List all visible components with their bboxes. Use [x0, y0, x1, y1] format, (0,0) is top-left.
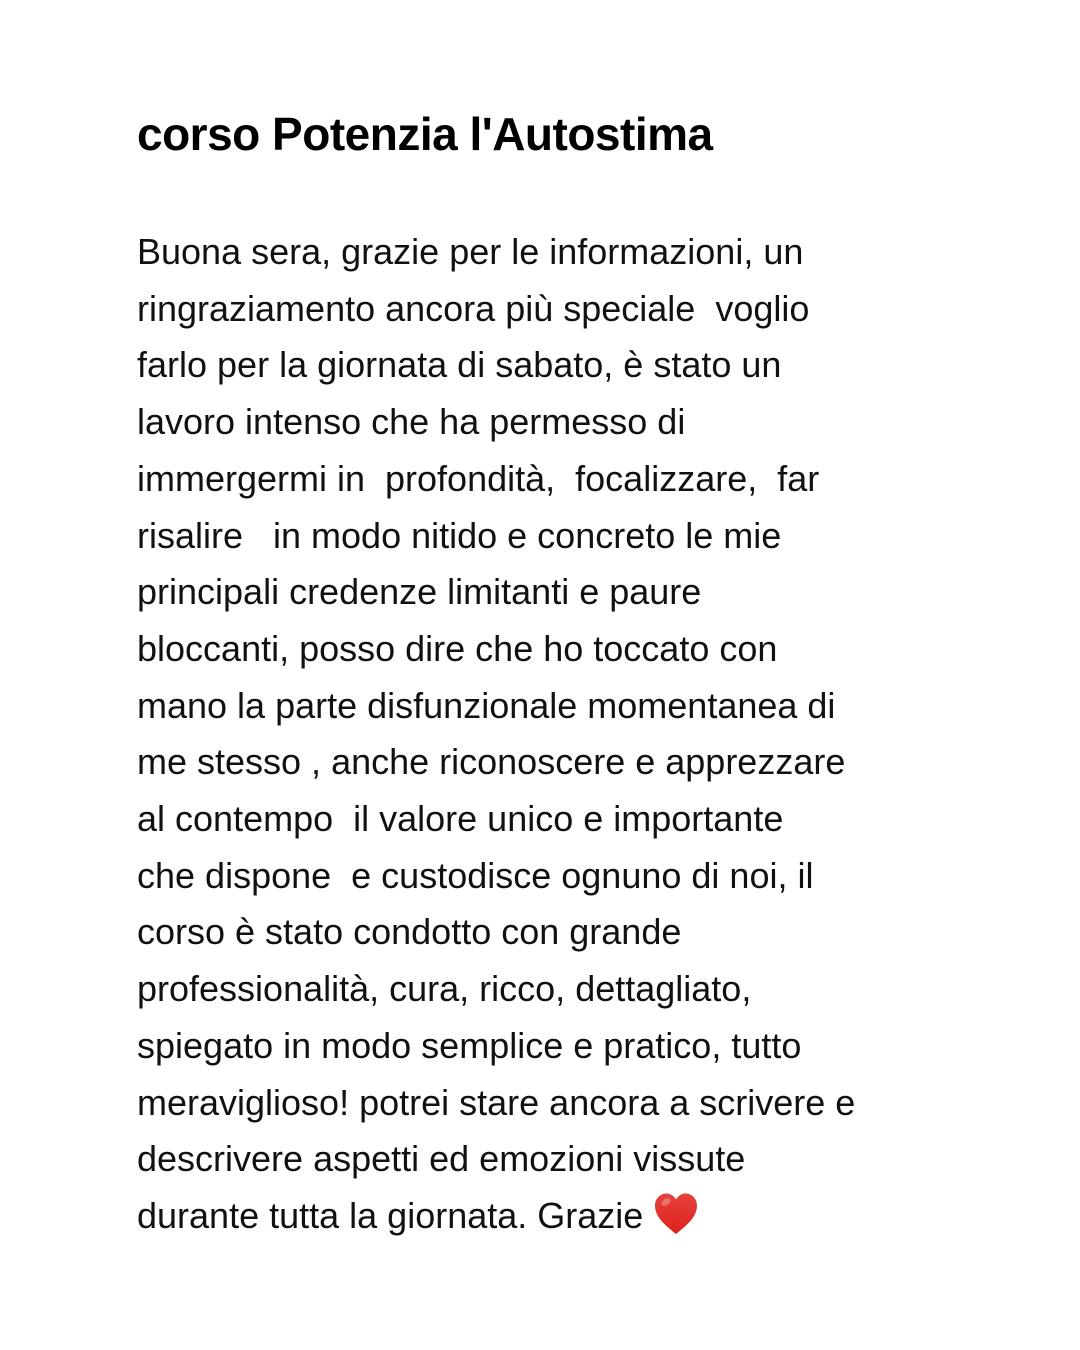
text-line-content: durante tutta la giornata. Grazie — [137, 1194, 644, 1236]
last-text-line — [137, 1188, 977, 1245]
text-line: farlo per la giornata di sabato, è stato un — [137, 344, 782, 386]
text-line: ringraziamento ancora più speciale voglio — [137, 287, 810, 329]
text-line: corso è stato condotto con grande — [137, 911, 682, 953]
text-line: lavoro intenso che ha permesso di — [137, 401, 686, 443]
text-line: al contempo il valore unico e importante — [137, 798, 784, 840]
text-line: spiegato in modo semplice e pratico, tutto — [137, 1024, 802, 1066]
testimonial-text — [137, 224, 977, 1245]
text-line: meraviglioso! potrei stare ancora a scrivere e — [137, 1081, 856, 1123]
page-title: corso Potenzia l'Autostima — [137, 108, 713, 160]
text-line: principali credenze limitanti e paure — [137, 571, 702, 613]
text-line: me stesso , anche riconoscere e apprezzare — [137, 741, 846, 783]
text-line: che dispone e custodisce ognuno di noi, il — [137, 854, 814, 896]
text-line: Buona sera, grazie per le informazioni, un — [137, 231, 804, 272]
text-line: mano la parte disfunzionale momentanea di — [137, 684, 836, 726]
text-line: risalire in modo nitido e concreto le mie — [137, 514, 782, 556]
red-heart-icon — [653, 1192, 699, 1236]
text-line: immergermi in profondità, focalizzare, far — [137, 457, 820, 499]
text-line: bloccanti, posso dire che ho toccato con — [137, 627, 778, 669]
text-line: descrivere aspetti ed emozioni vissute — [137, 1138, 746, 1180]
text-line: professionalità, cura, ricco, dettagliato, — [137, 968, 752, 1010]
